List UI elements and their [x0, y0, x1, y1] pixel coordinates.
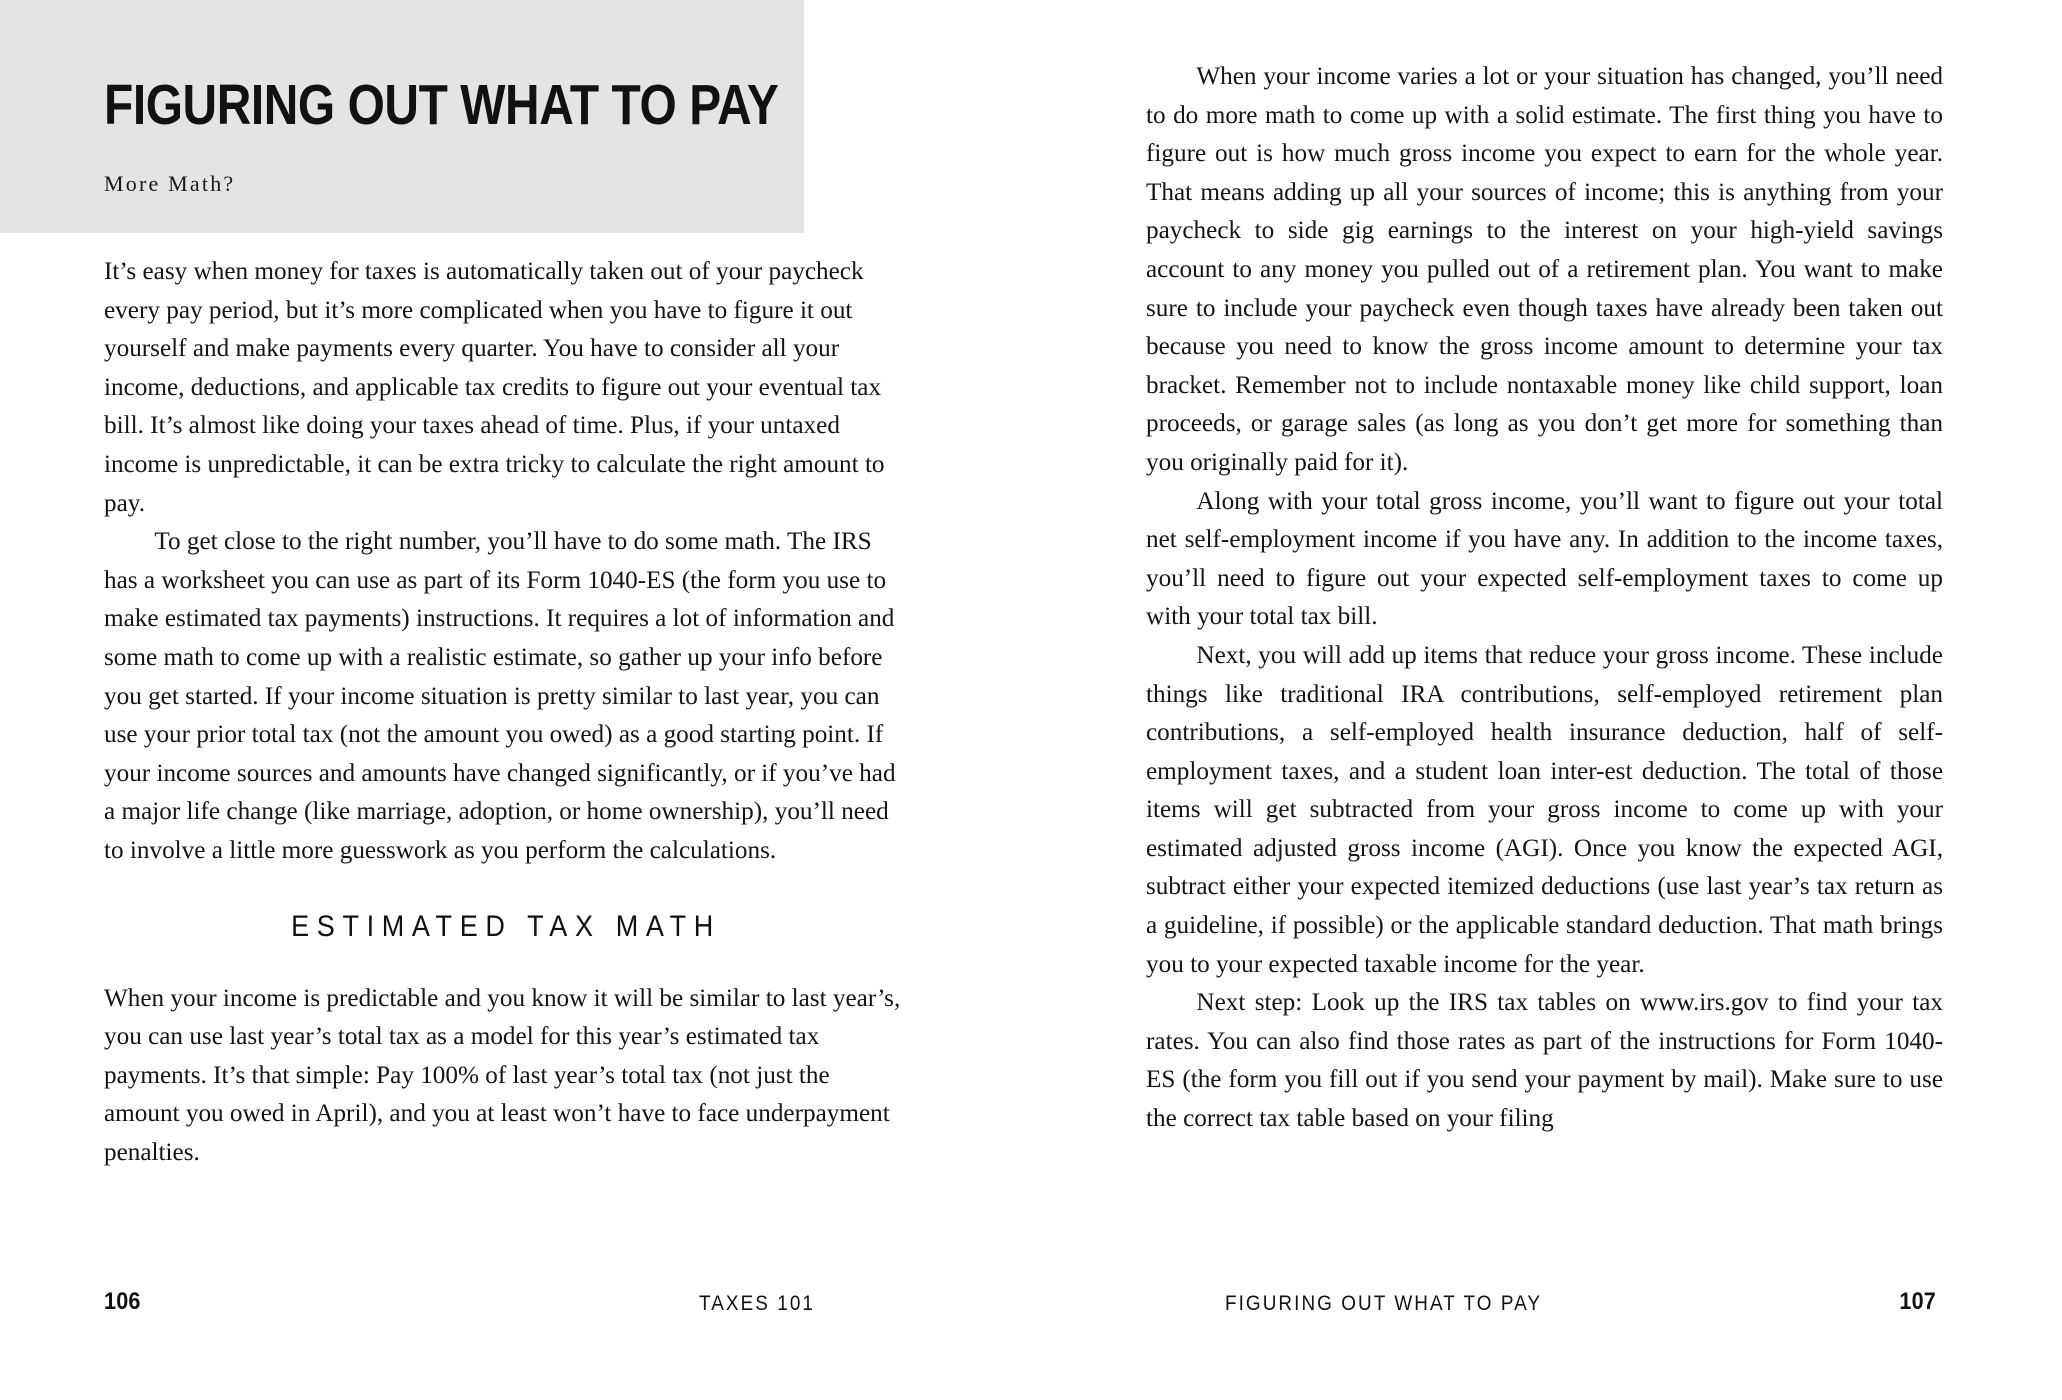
body-paragraph: When your income is predictable and you know it will be similar to last year’s, you can use last year’s total tax as a model for this year’s estimated tax payments. It’s that simple: Pay 100% of last year’s total tax (not just the amount you owed in April), and you at least won’t have to face underpayment penalties. — [104, 984, 901, 1166]
left-column-body — [104, 253, 908, 1172]
right-page — [1031, 0, 2062, 1400]
body-paragraph: It’s easy when money for taxes is automatically taken out of your paycheck every pay period, but it’s more complicated when you have to figure it out yourself and make payments every quarter. You have to consider all your income, deductions, and applicable tax credits to figure out your eventual tax bill. It’s almost like doing your taxes ahead of time. Plus, if your untaxed income is unpredictable, it can be extra tricky to calculate the right amount to pay. — [104, 258, 885, 517]
body-paragraph: Along with your total gross income, you’ll want to figure out your total net self-employment income if you have any. In addition to the income taxes, you’ll need to figure out your expected self-employment taxes to come up with your total tax bill. — [1146, 487, 1943, 631]
page-title: FIGURING OUT WHAT TO PAY — [104, 73, 779, 137]
body-paragraph: Next step: Look up the IRS tax tables on www.irs.gov to find your tax rates. You can also find those rates as part of the instructions for Form 1040-ES (the form you fill out if you send your payment by mail). Make sure to use the correct tax table based on your filing — [1146, 989, 1943, 1133]
chapter-subtitle: More Math? — [104, 171, 236, 196]
page-number: 107 — [1899, 1288, 1936, 1315]
page-number: 106 — [104, 1288, 141, 1315]
right-page-footer — [1225, 1290, 1936, 1316]
running-head: FIGURING OUT WHAT TO PAY — [1225, 1292, 1543, 1315]
left-page-footer — [104, 1290, 815, 1316]
body-paragraph: When your income varies a lot or your situation has changed, you’ll need to do more math to come up with a solid estimate. The first thing you have to figure out is how much gross income you expect to earn for the whole year. That means adding up all your sources of income; this is anything from your paycheck to side gig earnings to the interest on your high-yield savings account to any money you pulled out of a retirement plan. You want to make sure to include your paycheck even though taxes have already been taken out because you need to know the gross income amount to determine your tax bracket. Remember not to include nontaxable money like child support, loan proceeds, or garage sales (as long as you don’t get more for something than you originally paid for it). — [1146, 63, 1943, 476]
section-heading: ESTIMATED TAX MATH — [291, 909, 721, 943]
body-paragraph: To get close to the right number, you’ll have to do some math. The IRS has a worksheet you can use as part of its Form 1040-ES (the form you use to make estimated tax payments) instructions. It requires a lot of information and some math to come up with a realistic estimate, so gather up your info before you get started. If your income situation is pretty similar to last year, you can use your prior total tax (not the amount you owed) as a good starting point. If your income sources and amounts have changed significantly, or if you’ve had a major life change (like marriage, adoption, or home ownership), you’ll need to involve a little more guesswork as you perform the calculations. — [104, 528, 896, 864]
running-head: TAXES 101 — [699, 1292, 815, 1315]
body-paragraph: Next, you will add up items that reduce your gross income. These include things like traditional IRA contributions, self-employed retirement plan contributions, a self-employed health insurance deduction, half of self-employment taxes, and a student loan inter-est deduction. The total of those items will get subtracted from your gross income to come up with your estimated adjusted gross income (AGI). Once you know the expected AGI, subtract either your expected itemized deductions (use last year’s tax return as a guideline, if possible) or the applicable standard deduction. That math brings you to your expected taxable income for the year. — [1146, 641, 1943, 978]
right-column-body — [1146, 58, 1943, 1139]
chapter-header-band — [0, 0, 804, 233]
